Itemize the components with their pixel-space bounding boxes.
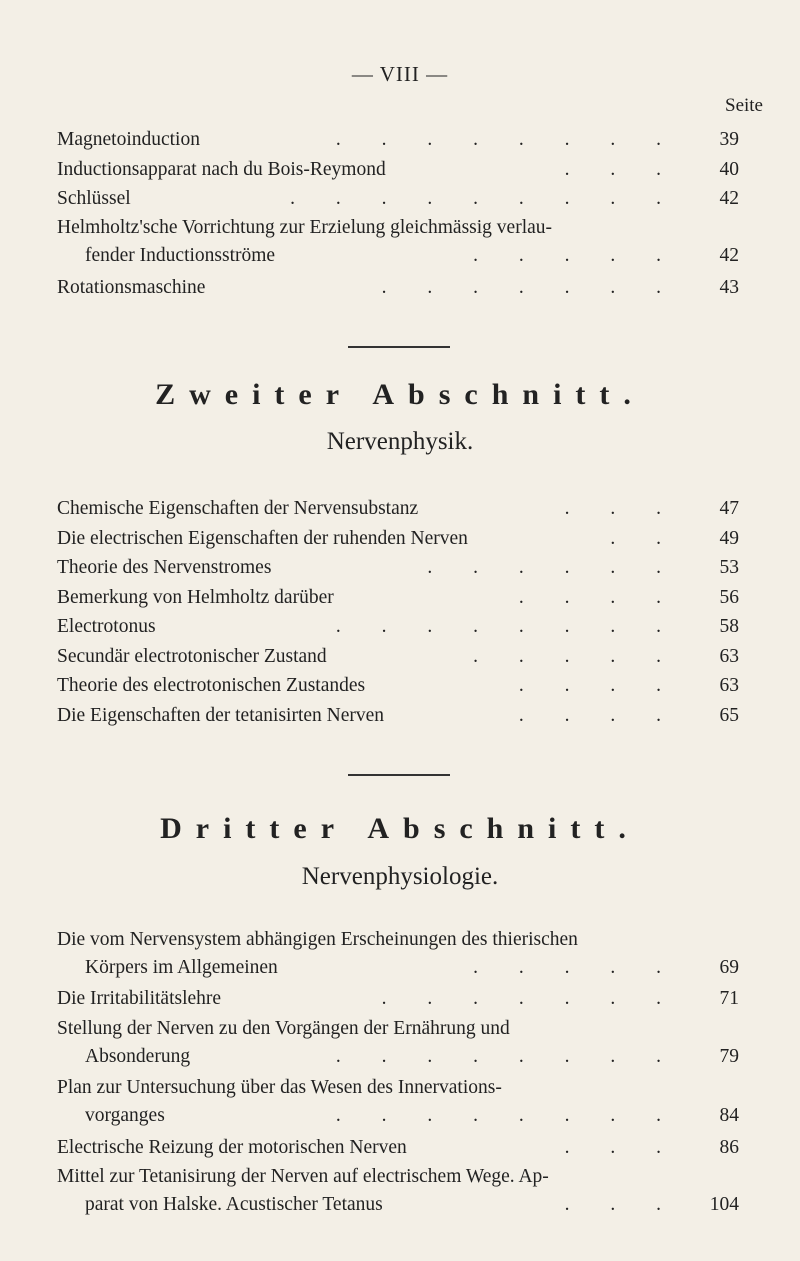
- leader-dots: . . . . . . . .: [335, 616, 679, 637]
- toc-entry-text: Theorie des electrotonischen Zustandes: [57, 675, 366, 696]
- toc-entry: [57, 1015, 739, 1071]
- toc-entry: [57, 613, 739, 641]
- toc-entry-text: Die Eigenschaften der tetanisirten Nerven: [57, 705, 385, 726]
- toc-page-number: 39: [719, 129, 739, 150]
- leader-dots: . . . . . . . .: [335, 1046, 679, 1067]
- section-heading-dritter: Dritter Abschnitt.: [160, 812, 640, 845]
- leader-dots: . . . . .: [473, 245, 679, 266]
- toc-entry: [57, 185, 739, 213]
- toc-page-number: 58: [719, 616, 739, 637]
- toc-entry: [57, 1134, 739, 1162]
- leader-dots: . . . . .: [473, 646, 679, 667]
- toc-entry-text: Chemische Eigenschaften der Nervensubstanz: [57, 498, 419, 519]
- toc-entry-text: Electrische Reizung der motorischen Nerven: [57, 1137, 407, 1158]
- toc-entry-text: Die electrischen Eigenschaften der ruhenden Nerven: [57, 528, 468, 549]
- toc-page-number: 65: [719, 705, 739, 726]
- toc-entry-text: Electrotonus: [57, 616, 156, 637]
- section-subheading-nervenphysiologie: Nervenphysiologie.: [301, 863, 499, 890]
- leader-dots: . . . . . .: [427, 557, 679, 578]
- toc-entry: [57, 926, 739, 982]
- toc-entry: [57, 214, 739, 270]
- toc-page-number: 47: [719, 498, 739, 519]
- leader-dots: . . .: [564, 1194, 679, 1215]
- toc-entry-text: Magnetoinduction: [57, 129, 200, 150]
- toc-entry: [57, 643, 739, 671]
- toc-entry-text: Plan zur Untersuchung über das Wesen des Innervations-: [57, 1077, 502, 1098]
- toc-entry: [57, 156, 739, 184]
- toc-entry-text: Schlüssel: [57, 188, 131, 209]
- section-divider: [348, 346, 450, 348]
- toc-entry-text: fender Inductionsströme: [85, 245, 276, 266]
- toc-page-number: 53: [719, 557, 739, 578]
- toc-page-number: 84: [719, 1105, 739, 1126]
- toc-entry-text: Rotationsmaschine: [57, 277, 206, 298]
- toc-page-number: 49: [719, 528, 739, 549]
- toc-page-number: 104: [709, 1194, 739, 1215]
- toc-entry: [57, 495, 739, 523]
- leader-dots: . . . . . . . .: [335, 1105, 679, 1126]
- leader-dots: . . . . . . . .: [335, 129, 679, 150]
- toc-page-number: 79: [719, 1046, 739, 1067]
- toc-entry-text: Secundär electrotonischer Zustand: [57, 646, 327, 667]
- toc-entry-text: Inductionsapparat nach du Bois-Reymond: [57, 159, 386, 180]
- toc-entry: [57, 702, 739, 730]
- toc-entry-text: vorganges: [85, 1105, 165, 1126]
- section-divider: [348, 774, 450, 776]
- toc-entry-text: Theorie des Nervenstromes: [57, 557, 272, 578]
- leader-dots: . .: [610, 528, 679, 549]
- toc-page-number: 63: [719, 675, 739, 696]
- toc-entry-text: Körpers im Allgemeinen: [85, 957, 278, 978]
- toc-page-number: 42: [719, 245, 739, 266]
- toc-page-number: 71: [719, 988, 739, 1009]
- toc-entry: [57, 274, 739, 302]
- toc-entry: [57, 1163, 739, 1219]
- toc-page-number: 42: [719, 188, 739, 209]
- toc-entry: [57, 126, 739, 154]
- toc-entry: [57, 985, 739, 1013]
- toc-page-number: 69: [719, 957, 739, 978]
- seite-label: Seite: [725, 95, 763, 116]
- toc-entry-text: Absonderung: [85, 1046, 191, 1067]
- leader-dots: . . . .: [518, 705, 679, 726]
- leader-dots: . . . . . . . . .: [290, 188, 679, 209]
- toc-page-number: 63: [719, 646, 739, 667]
- leader-dots: . . . .: [518, 675, 679, 696]
- toc-page-number: 56: [719, 587, 739, 608]
- toc-page-number: 40: [719, 159, 739, 180]
- toc-entry: [57, 1074, 739, 1130]
- leader-dots: . . . . . . .: [381, 277, 679, 298]
- toc-entry-text: parat von Halske. Acustischer Tetanus: [85, 1194, 383, 1215]
- toc-page-number: 86: [719, 1137, 739, 1158]
- leader-dots: . . . .: [518, 587, 679, 608]
- toc-entry-text: Bemerkung von Helmholtz darüber: [57, 587, 334, 608]
- toc-entry-text: Mittel zur Tetanisirung der Nerven auf electrischem Wege. Ap-: [57, 1166, 549, 1187]
- toc-entry: [57, 525, 739, 553]
- leader-dots: . . .: [564, 498, 679, 519]
- toc-entry-text: Die vom Nervensystem abhängigen Erscheinungen des thierischen: [57, 929, 578, 950]
- toc-page-number: 43: [719, 277, 739, 298]
- toc-entry: [57, 584, 739, 612]
- leader-dots: . . .: [564, 1137, 679, 1158]
- page-number-header: — VIII —: [351, 62, 449, 86]
- section-heading-zweiter: Zweiter Abschnitt.: [155, 378, 645, 411]
- toc-entry-text: Helmholtz'sche Vorrichtung zur Erzielung gleichmässig verlau-: [57, 217, 553, 238]
- leader-dots: . . . . .: [473, 957, 679, 978]
- toc-entry: [57, 554, 739, 582]
- toc-entry: [57, 672, 739, 700]
- leader-dots: . . . . . . .: [381, 988, 679, 1009]
- section-subheading-nervenphysik: Nervenphysik.: [326, 428, 474, 455]
- leader-dots: . . .: [564, 159, 679, 180]
- toc-entry-text: Stellung der Nerven zu den Vorgängen der Ernährung und: [57, 1018, 510, 1039]
- toc-entry-text: Die Irritabilitätslehre: [57, 988, 222, 1009]
